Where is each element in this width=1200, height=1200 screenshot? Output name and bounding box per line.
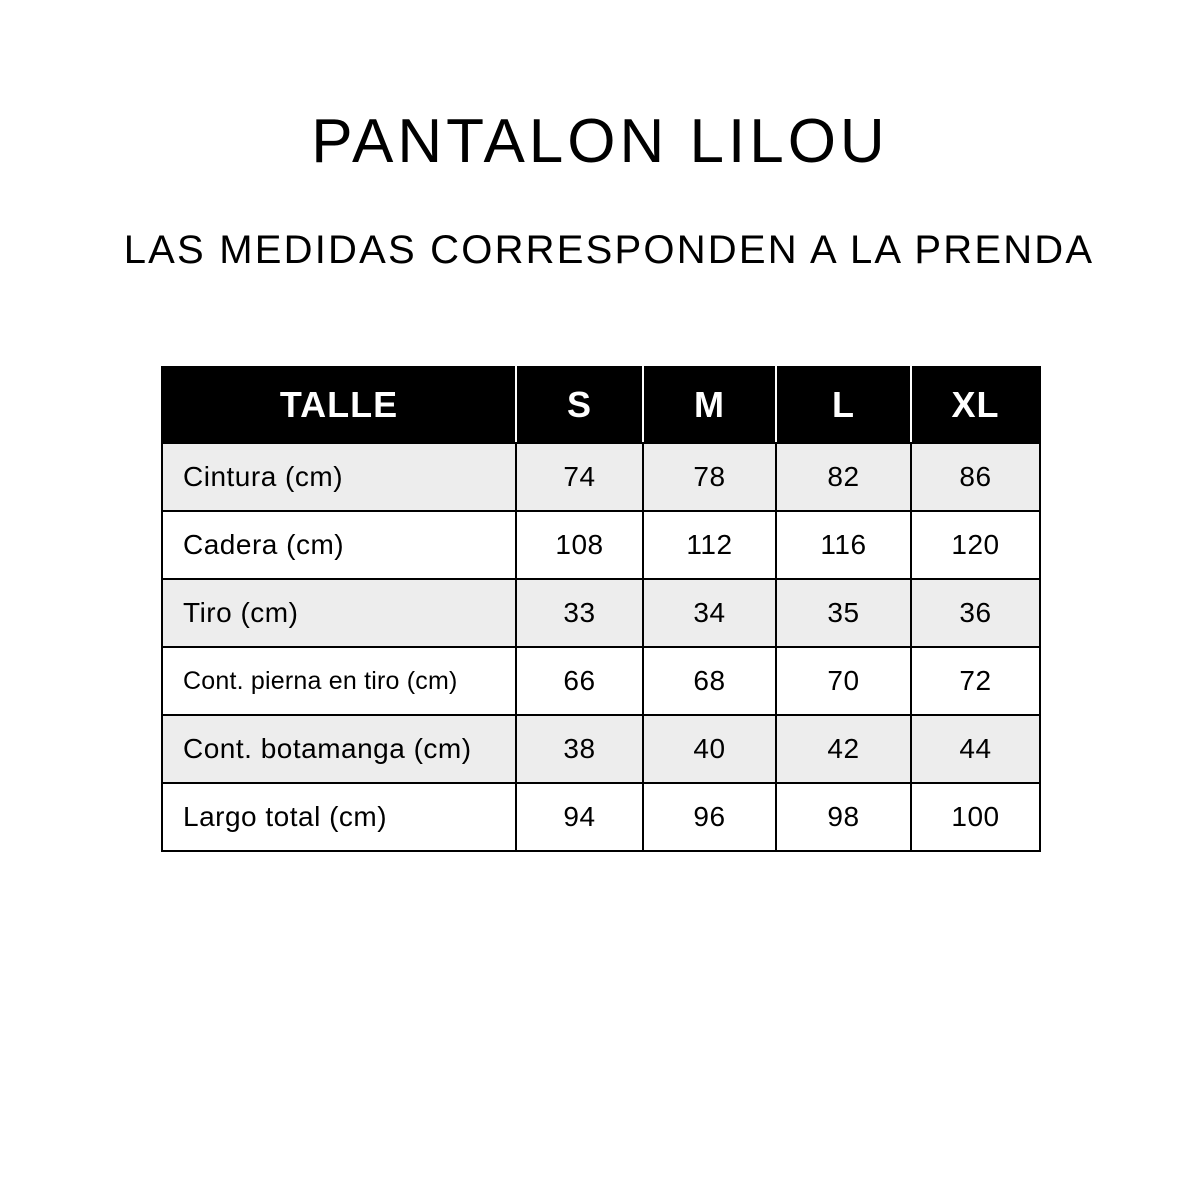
row-label: Cadera (cm) <box>162 511 516 579</box>
row-label: Cintura (cm) <box>162 443 516 511</box>
table-cell: 44 <box>911 715 1040 783</box>
page-title: PANTALON LILOU <box>311 107 889 176</box>
table-cell: 108 <box>516 511 643 579</box>
table-cell: 86 <box>911 443 1040 511</box>
table-cell: 70 <box>776 647 911 715</box>
table-row <box>162 647 1040 715</box>
table-cell: 94 <box>516 783 643 851</box>
table-cell: 35 <box>776 579 911 647</box>
table-row <box>162 715 1040 783</box>
table-row <box>162 579 1040 647</box>
row-label: Largo total (cm) <box>162 783 516 851</box>
table-cell: 34 <box>643 579 776 647</box>
table-cell: 40 <box>643 715 776 783</box>
size-chart-table <box>161 366 1041 852</box>
table-cell: 112 <box>643 511 776 579</box>
table-row <box>162 443 1040 511</box>
table-cell: 98 <box>776 783 911 851</box>
table-cell: 36 <box>911 579 1040 647</box>
header-size-l: L <box>776 367 911 443</box>
table-cell: 120 <box>911 511 1040 579</box>
table-cell: 72 <box>911 647 1040 715</box>
table-cell: 38 <box>516 715 643 783</box>
header-size-s: S <box>516 367 643 443</box>
table-cell: 68 <box>643 647 776 715</box>
table-header-row <box>162 367 1040 443</box>
table-cell: 74 <box>516 443 643 511</box>
table-cell: 116 <box>776 511 911 579</box>
table-cell: 100 <box>911 783 1040 851</box>
page-subtitle: LAS MEDIDAS CORRESPONDEN A LA PRENDA <box>123 228 1095 272</box>
header-talle: TALLE <box>162 367 516 443</box>
table-row <box>162 511 1040 579</box>
table-row <box>162 783 1040 851</box>
table-cell: 66 <box>516 647 643 715</box>
row-label: Cont. pierna en tiro (cm) <box>162 647 516 715</box>
header-size-m: M <box>643 367 776 443</box>
row-label: Tiro (cm) <box>162 579 516 647</box>
table-cell: 96 <box>643 783 776 851</box>
table-cell: 78 <box>643 443 776 511</box>
row-label: Cont. botamanga (cm) <box>162 715 516 783</box>
table-cell: 42 <box>776 715 911 783</box>
header-size-xl: XL <box>911 367 1040 443</box>
table-cell: 82 <box>776 443 911 511</box>
table-cell: 33 <box>516 579 643 647</box>
